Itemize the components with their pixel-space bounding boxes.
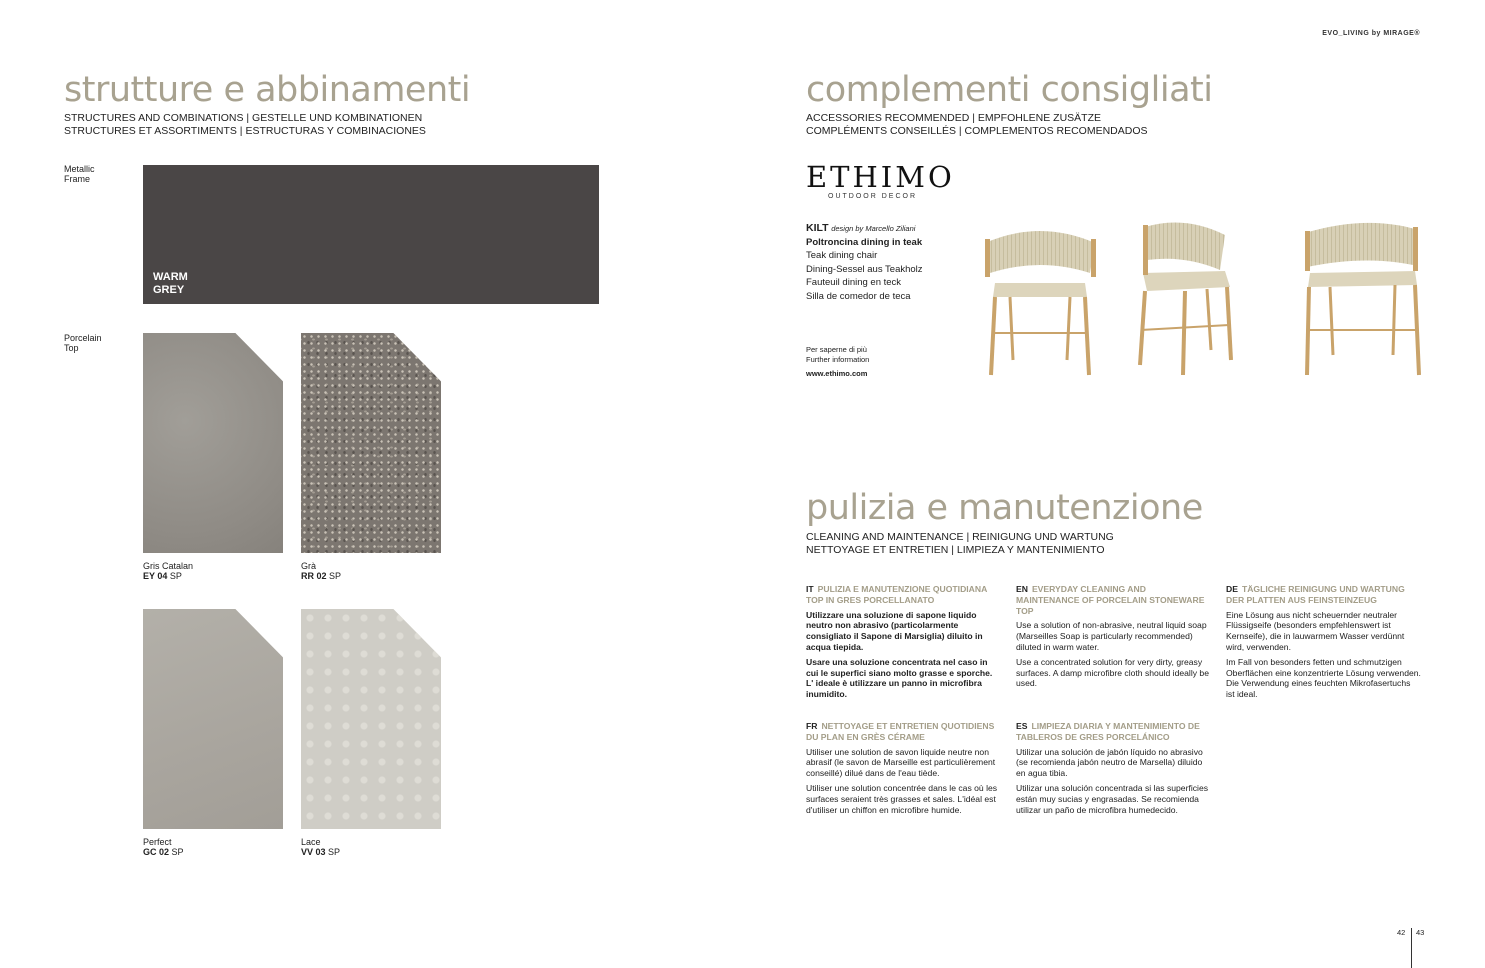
left-page-subtitle [64, 112, 426, 138]
right-page-subtitle [806, 112, 1148, 138]
frame-label [64, 164, 95, 184]
tile-name: Gris Catalan [143, 561, 194, 571]
top-label-line-2: Top [64, 343, 79, 353]
page-number-left: 42 [1397, 928, 1406, 937]
cleaning-subtitle [806, 531, 1114, 557]
frame-color-line-1: WARM [153, 271, 188, 283]
ethimo-link[interactable]: www.ethimo.com [806, 369, 868, 378]
product-designer: design by Marcello Ziliani [831, 224, 916, 233]
cleaning-subtitle-line-1: CLEANING AND MAINTENANCE | REINIGUNG UND WARTUNG [806, 531, 1114, 543]
col-paragraph: Utiliser une solution de savon liquide neutre non abrasif (le savon de Marseille est particulièrement conseillé) dilué dans de l'eau tiède. [806, 746, 996, 779]
tile-name: Lace [301, 837, 321, 847]
lang-code: EN [1016, 584, 1028, 594]
tile-swatch-gra [301, 333, 441, 553]
brand-header: EVO_LIVING by MIRAGE® [1322, 30, 1420, 37]
left-subtitle-line-2: STRUCTURES ET ASSORTIMENTS | ESTRUCTURAS Y COMBINACIONES [64, 125, 426, 137]
col-title: TÄGLICHE REINIGUNG UND WARTUNG DER PLATTEN AUS FEINSTEINZEUG [1226, 584, 1405, 605]
col-title: EVERYDAY CLEANING AND MAINTENANCE OF PORCELAIN STONEWARE TOP [1016, 584, 1205, 616]
tile-code: RR 02 SP [301, 571, 342, 581]
product-description [806, 222, 923, 303]
ethimo-logo-subtitle: OUTDOOR DECOR [828, 193, 917, 200]
right-subtitle-line-1: ACCESSORIES RECOMMENDED | EMPFOHLENE ZUSÄTZE [806, 112, 1102, 124]
cleaning-col-it [806, 584, 1001, 704]
product-desc-de: Dining-Sessel aus Teakholz [806, 263, 923, 275]
product-desc-it: Poltroncina dining in teak [806, 236, 923, 248]
page-divider [1411, 928, 1412, 968]
cleaning-title: pulizia e manutenzione [806, 488, 1203, 528]
frame-color-name [153, 271, 188, 297]
lang-code: ES [1016, 721, 1028, 731]
tile-code: VV 03 SP [301, 847, 341, 857]
right-page-title: complementi consigliati [806, 70, 1213, 110]
col-paragraph: Im Fall von besonders fetten und schmutzigen Oberflächen eine konzentrierte Lösung verwenden. Die Verwendung eines feuchten Mikrofasertuchs ist ideal. [1226, 656, 1421, 700]
col-paragraph: Utilizzare una soluzione di sapone liquido neutro non abrasivo (particolarmente consigliato il Sapone di Marsiglia) diluito in acqua tiepida. [806, 609, 983, 652]
col-paragraph: Eine Lösung aus nicht scheuernder neutraler Flüssigseife (besonders empfehlenswert ist Kernseife), die in lauwarmem Wasser verdünnt wird, verwenden. [1226, 609, 1405, 652]
frame-color-line-2: GREY [153, 284, 185, 296]
further-info [806, 345, 869, 379]
chair-back-icon [1305, 223, 1419, 375]
col-title: NETTOYAGE ET ENTRETIEN QUOTIDIENS DU PLAN EN GRÈS CÉRAME [806, 721, 995, 742]
ethimo-logo: ETHIMO [806, 160, 955, 194]
page-number-right: 43 [1416, 928, 1425, 937]
tile-code: GC 02 SP [143, 847, 184, 857]
right-subtitle-line-2: COMPLÉMENTS CONSEILLÉS | COMPLEMENTOS RECOMENDADOS [806, 125, 1148, 137]
col-title: LIMPIEZA DIARIA Y MANTENIMIENTO DE TABLEROS DE GRES PORCELÁNICO [1016, 721, 1200, 742]
info-line-it: Per saperne di più [806, 345, 867, 354]
col-title: PULIZIA E MANUTENZIONE QUOTIDIANA TOP IN GRES PORCELLANATO [806, 584, 987, 605]
tile-caption [143, 837, 184, 857]
frame-color-swatch [143, 165, 599, 304]
col-paragraph: Utilizar una solución de jabón líquido no abrasivo (se recomienda jabón neutro de Marsella) diluido en agua tibia. [1016, 746, 1203, 779]
cleaning-col-de [1226, 584, 1421, 704]
col-paragraph: Use a concentrated solution for very dirty, greasy surfaces. A damp microfibre cloth should ideally be used. [1016, 656, 1209, 689]
top-label-line-1: Porcelain [64, 333, 102, 343]
chair-side-icon [1140, 223, 1231, 376]
lang-code: FR [806, 721, 818, 731]
tile-caption [301, 837, 340, 857]
col-paragraph: Utiliser une solution concentrée dans le cas où les surfaces seraient très grasses et sales. L'idéal est d'utiliser un chiffon en microfibre humide. [806, 782, 998, 815]
lang-code: DE [1226, 584, 1238, 594]
col-paragraph: Usare una soluzione concentrata nel caso in cui le superfici siano molto grasse e sporche. L' ideale è utilizzare un panno in microfibra inumidito. [806, 656, 993, 700]
product-desc-fr: Fauteuil dining en teck [806, 277, 902, 288]
cleaning-col-fr [806, 721, 1001, 819]
tile-swatch-perfect [143, 609, 283, 829]
cleaning-subtitle-line-2: NETTOYAGE ET ENTRETIEN | LIMPIEZA Y MANTENIMIENTO [806, 544, 1105, 556]
tile-name: Perfect [143, 837, 172, 847]
tile-swatch-gris-catalan [143, 333, 283, 553]
tile-caption [143, 561, 193, 581]
product-desc-en: Teak dining chair [806, 250, 878, 261]
col-paragraph: Use a solution of non-abrasive, neutral liquid soap (Marseilles Soap is particularly recommended) diluted in warm water. [1016, 620, 1207, 652]
cleaning-col-es [1016, 721, 1211, 819]
top-label [64, 333, 102, 353]
left-page-title: strutture e abbinamenti [64, 70, 471, 110]
kilt-chair-images [975, 215, 1455, 380]
frame-label-line-2: Frame [64, 174, 91, 184]
lang-code: IT [806, 584, 814, 594]
left-subtitle-line-1: STRUCTURES AND COMBINATIONS | GESTELLE UND KOMBINATIONEN [64, 112, 423, 124]
col-paragraph: Utilizar una solución concentrada si las superficies están muy sucias y engrasadas. Se recomienda utilizar un paño de microfibra humedecido. [1016, 782, 1209, 815]
chair-front-icon [985, 231, 1096, 375]
tile-swatch-lace [301, 609, 441, 829]
tile-code: EY 04 SP [143, 571, 182, 581]
frame-label-line-1: Metallic [64, 164, 95, 174]
cleaning-col-en [1016, 584, 1211, 693]
product-desc-es: Silla de comedor de teca [806, 290, 911, 302]
tile-name: Grà [301, 561, 317, 571]
tile-caption [301, 561, 341, 581]
info-line-en: Further information [806, 355, 870, 364]
product-name: KILT [806, 222, 829, 234]
